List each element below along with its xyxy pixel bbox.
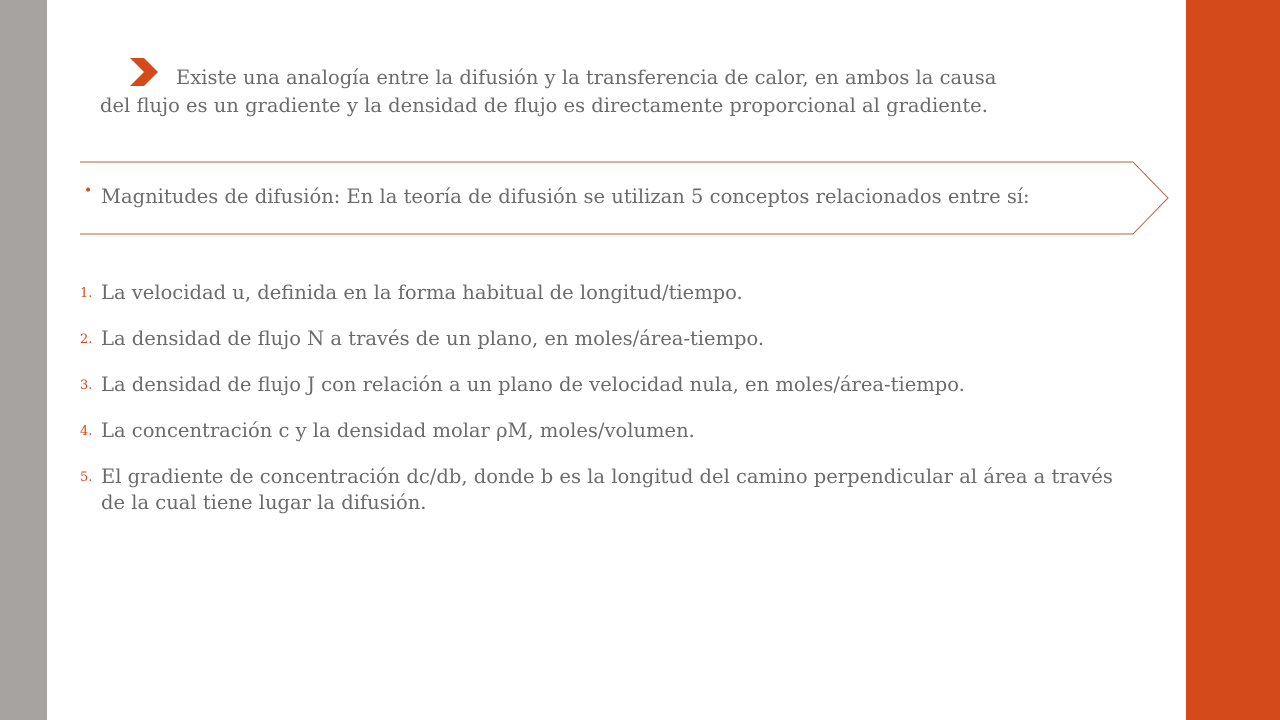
list-item-number: 5. xyxy=(80,470,93,485)
list-item-text: La concentración c y la densidad molar ρM, moles/volumen. xyxy=(101,419,695,442)
list-item-number: 3. xyxy=(80,378,93,393)
list-item-text: La velocidad u, definida en la forma habitual de longitud/tiempo. xyxy=(101,281,743,304)
right-accent-bar xyxy=(1186,0,1280,720)
list-item-number: 4. xyxy=(80,424,93,439)
list-item xyxy=(80,326,1160,352)
list-item xyxy=(80,372,1160,398)
list-item-number: 1. xyxy=(80,286,93,301)
callout-text: Magnitudes de difusión: En la teoría de difusión se utilizan 5 conceptos relacionados entre sí: xyxy=(101,185,1030,208)
list-item-text: La densidad de flujo J con relación a un plano de velocidad nula, en moles/área-tiempo. xyxy=(101,373,965,396)
intro-line-2: del flujo es un gradiente y la densidad de flujo es directamente proporcional al gradiente. xyxy=(100,94,988,117)
callout-bullet: • xyxy=(84,183,93,199)
intro-line-1: Existe una analogía entre la difusión y la transferencia de calor, en ambos la causa xyxy=(176,66,997,89)
list-item-text: La densidad de flujo N a través de un plano, en moles/área-tiempo. xyxy=(101,327,765,350)
intro-paragraph xyxy=(100,64,1160,120)
list-item xyxy=(80,418,1160,444)
list-item-number: 2. xyxy=(80,332,93,347)
list-item xyxy=(80,464,1141,516)
list-item-text: El gradiente de concentración dc/db, donde b es la longitud del camino perpendicular al área a través de la cual tiene lugar la difusión. xyxy=(101,465,1113,514)
concept-list xyxy=(80,280,1160,536)
list-item xyxy=(80,280,1160,306)
